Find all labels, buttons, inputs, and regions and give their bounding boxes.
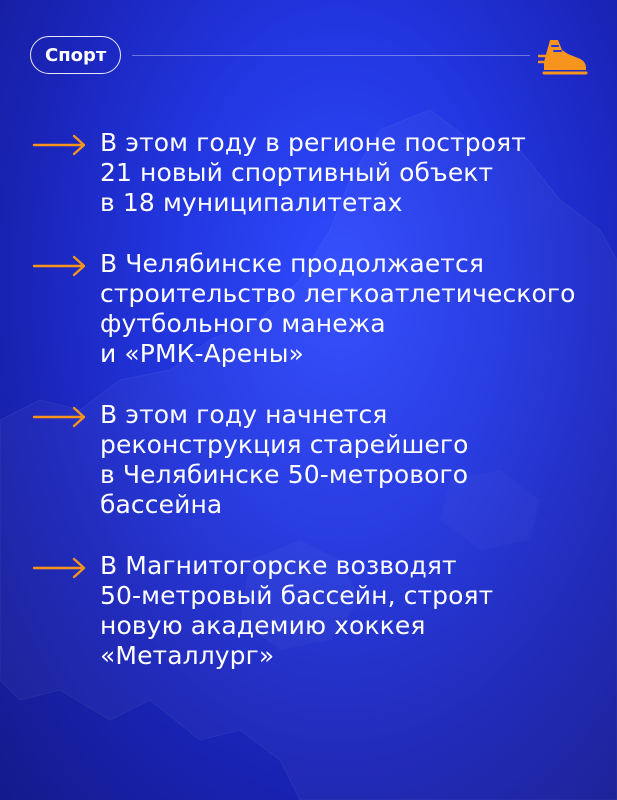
running-shoe-icon <box>538 36 588 80</box>
category-tag: Спорт <box>30 36 121 74</box>
list-item <box>32 400 592 520</box>
list-item <box>32 128 592 218</box>
arrow-right-icon <box>32 557 88 579</box>
arrow-right-icon <box>32 406 88 428</box>
news-list <box>32 128 592 702</box>
list-item-text: В Магнитогорске возводят 50-метровый бассейн, строят новую академию хоккея «Металлург» <box>100 551 494 670</box>
list-item-text: В этом году в регионе построят 21 новый спортивный объект в 18 муниципалитетах <box>100 128 526 217</box>
header-divider <box>132 55 530 56</box>
list-item <box>32 551 592 671</box>
list-item-text: В этом году начнется реконструкция старейшего в Челябинске 50-метрового бассейна <box>100 400 469 519</box>
list-item-text: В Челябинске продолжается строительство легкоатлетического футбольного манежа и «РМК-Арены» <box>100 249 576 368</box>
list-item <box>32 249 592 369</box>
header <box>30 36 587 76</box>
arrow-right-icon <box>32 134 88 156</box>
arrow-right-icon <box>32 255 88 277</box>
